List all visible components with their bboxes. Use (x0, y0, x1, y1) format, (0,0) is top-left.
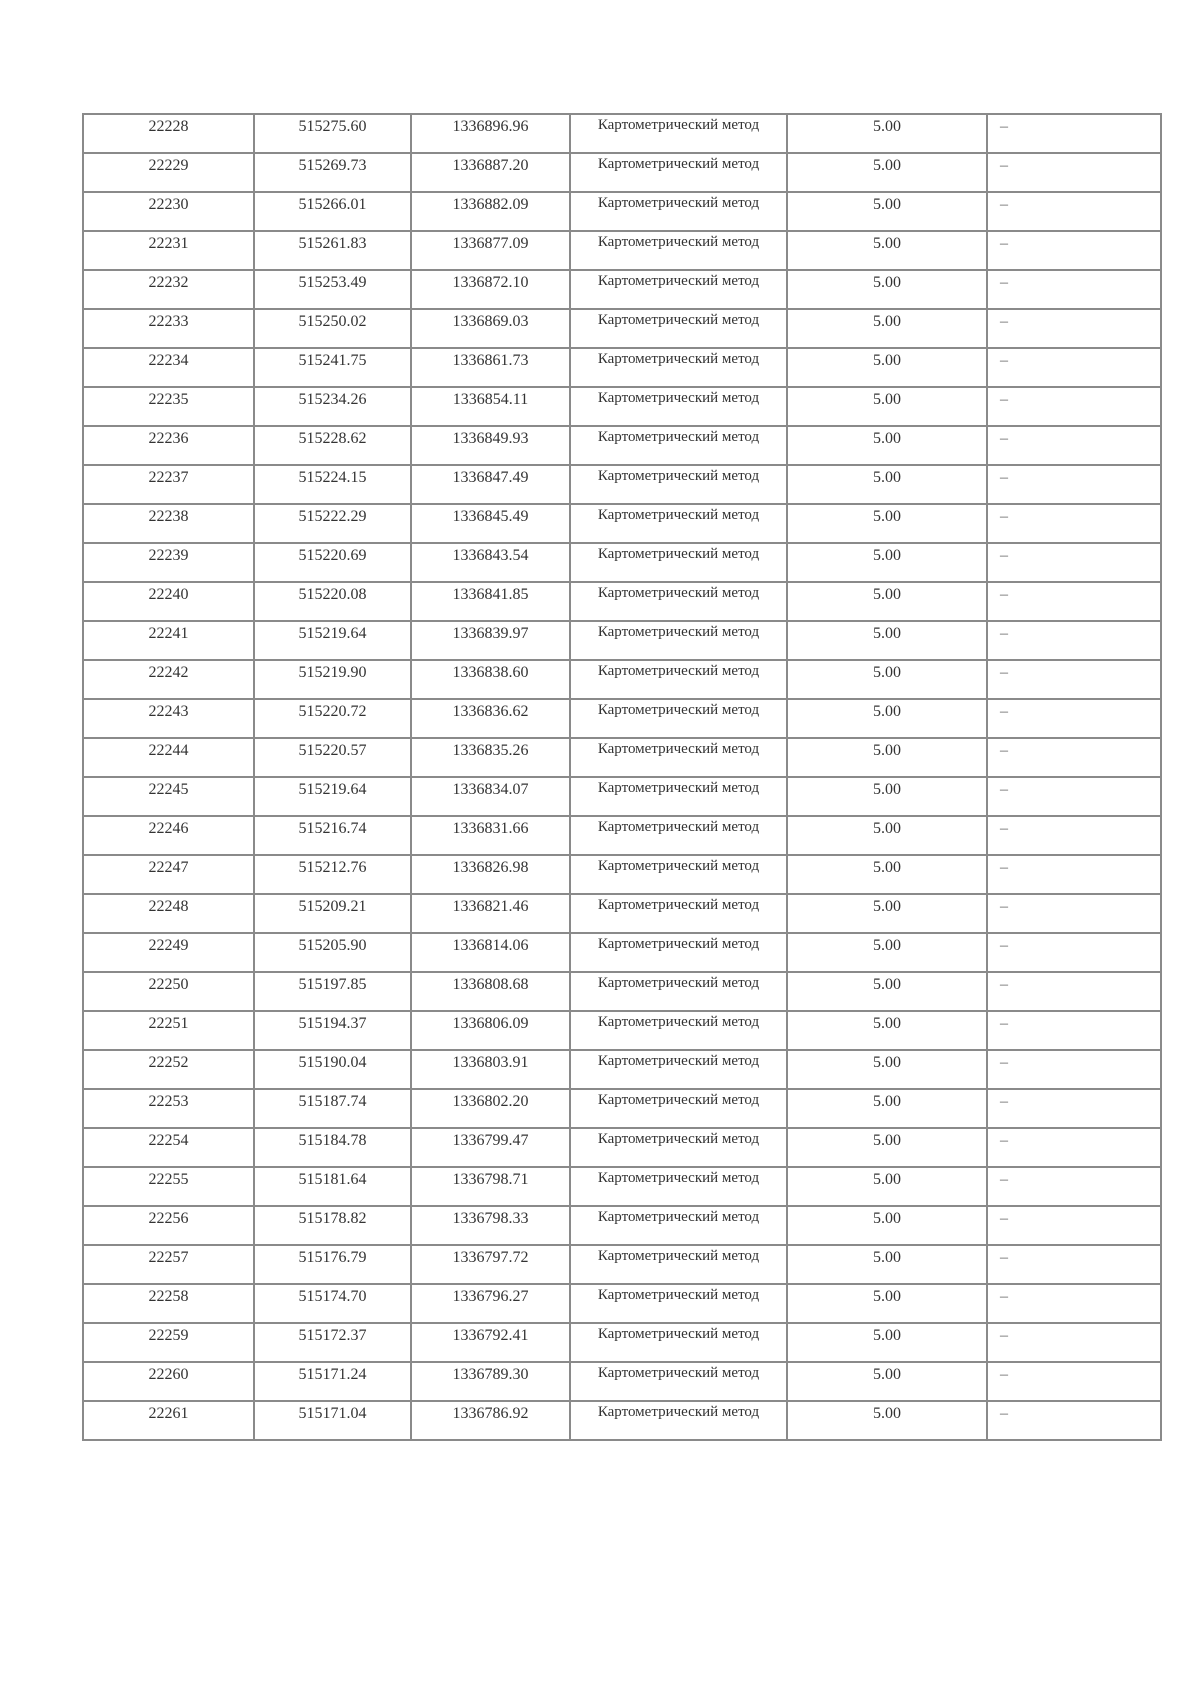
note-cell: – (987, 699, 1161, 738)
note-cell: – (987, 855, 1161, 894)
point-number-cell: 22249 (83, 933, 254, 972)
point-number-cell: 22229 (83, 153, 254, 192)
table-row (83, 1167, 1161, 1206)
note-cell: – (987, 1206, 1161, 1245)
table-row (83, 933, 1161, 972)
point-number-cell: 22234 (83, 348, 254, 387)
point-number-cell: 22245 (83, 777, 254, 816)
table-row (83, 738, 1161, 777)
method-cell: Картометрический метод (570, 1284, 787, 1323)
accuracy-cell: 5.00 (787, 1323, 987, 1362)
point-number-cell: 22260 (83, 1362, 254, 1401)
accuracy-cell: 5.00 (787, 582, 987, 621)
y-coordinate-cell: 1336877.09 (411, 231, 570, 270)
y-coordinate-cell: 1336896.96 (411, 114, 570, 153)
method-cell: Картометрический метод (570, 153, 787, 192)
x-coordinate-cell: 515234.26 (254, 387, 411, 426)
note-cell: – (987, 621, 1161, 660)
x-coordinate-cell: 515250.02 (254, 309, 411, 348)
accuracy-cell: 5.00 (787, 465, 987, 504)
method-cell: Картометрический метод (570, 114, 787, 153)
note-cell: – (987, 465, 1161, 504)
table-row (83, 1362, 1161, 1401)
point-number-cell: 22230 (83, 192, 254, 231)
point-number-cell: 22256 (83, 1206, 254, 1245)
y-coordinate-cell: 1336861.73 (411, 348, 570, 387)
y-coordinate-cell: 1336838.60 (411, 660, 570, 699)
y-coordinate-cell: 1336836.62 (411, 699, 570, 738)
y-coordinate-cell: 1336798.71 (411, 1167, 570, 1206)
note-cell: – (987, 309, 1161, 348)
accuracy-cell: 5.00 (787, 270, 987, 309)
table-row (83, 153, 1161, 192)
x-coordinate-cell: 515190.04 (254, 1050, 411, 1089)
method-cell: Картометрический метод (570, 738, 787, 777)
x-coordinate-cell: 515216.74 (254, 816, 411, 855)
note-cell: – (987, 933, 1161, 972)
point-number-cell: 22253 (83, 1089, 254, 1128)
point-number-cell: 22244 (83, 738, 254, 777)
y-coordinate-cell: 1336789.30 (411, 1362, 570, 1401)
note-cell: – (987, 1089, 1161, 1128)
table-row (83, 1050, 1161, 1089)
accuracy-cell: 5.00 (787, 894, 987, 933)
y-coordinate-cell: 1336882.09 (411, 192, 570, 231)
x-coordinate-cell: 515220.08 (254, 582, 411, 621)
x-coordinate-cell: 515266.01 (254, 192, 411, 231)
method-cell: Картометрический метод (570, 777, 787, 816)
point-number-cell: 22239 (83, 543, 254, 582)
note-cell: – (987, 192, 1161, 231)
table-row (83, 192, 1161, 231)
x-coordinate-cell: 515209.21 (254, 894, 411, 933)
accuracy-cell: 5.00 (787, 192, 987, 231)
table-row (83, 1089, 1161, 1128)
y-coordinate-cell: 1336796.27 (411, 1284, 570, 1323)
point-number-cell: 22232 (83, 270, 254, 309)
note-cell: – (987, 660, 1161, 699)
table-row (83, 465, 1161, 504)
table-row (83, 1128, 1161, 1167)
accuracy-cell: 5.00 (787, 1128, 987, 1167)
y-coordinate-cell: 1336835.26 (411, 738, 570, 777)
note-cell: – (987, 231, 1161, 270)
accuracy-cell: 5.00 (787, 114, 987, 153)
x-coordinate-cell: 515178.82 (254, 1206, 411, 1245)
point-number-cell: 22261 (83, 1401, 254, 1440)
table-row (83, 972, 1161, 1011)
point-number-cell: 22236 (83, 426, 254, 465)
y-coordinate-cell: 1336847.49 (411, 465, 570, 504)
x-coordinate-cell: 515176.79 (254, 1245, 411, 1284)
note-cell: – (987, 1401, 1161, 1440)
method-cell: Картометрический метод (570, 933, 787, 972)
x-coordinate-cell: 515194.37 (254, 1011, 411, 1050)
accuracy-cell: 5.00 (787, 816, 987, 855)
point-number-cell: 22257 (83, 1245, 254, 1284)
table-row (83, 699, 1161, 738)
y-coordinate-cell: 1336806.09 (411, 1011, 570, 1050)
method-cell: Картометрический метод (570, 894, 787, 933)
point-number-cell: 22250 (83, 972, 254, 1011)
table-row (83, 894, 1161, 933)
accuracy-cell: 5.00 (787, 933, 987, 972)
method-cell: Картометрический метод (570, 1011, 787, 1050)
x-coordinate-cell: 515224.15 (254, 465, 411, 504)
note-cell: – (987, 582, 1161, 621)
accuracy-cell: 5.00 (787, 1050, 987, 1089)
table-row (83, 114, 1161, 153)
point-number-cell: 22248 (83, 894, 254, 933)
point-number-cell: 22240 (83, 582, 254, 621)
point-number-cell: 22241 (83, 621, 254, 660)
y-coordinate-cell: 1336845.49 (411, 504, 570, 543)
x-coordinate-cell: 515220.72 (254, 699, 411, 738)
method-cell: Картометрический метод (570, 1128, 787, 1167)
method-cell: Картометрический метод (570, 1050, 787, 1089)
y-coordinate-cell: 1336814.06 (411, 933, 570, 972)
x-coordinate-cell: 515261.83 (254, 231, 411, 270)
x-coordinate-cell: 515220.69 (254, 543, 411, 582)
method-cell: Картометрический метод (570, 1362, 787, 1401)
accuracy-cell: 5.00 (787, 738, 987, 777)
method-cell: Картометрический метод (570, 855, 787, 894)
point-number-cell: 22246 (83, 816, 254, 855)
x-coordinate-cell: 515184.78 (254, 1128, 411, 1167)
x-coordinate-cell: 515275.60 (254, 114, 411, 153)
method-cell: Картометрический метод (570, 1089, 787, 1128)
x-coordinate-cell: 515197.85 (254, 972, 411, 1011)
method-cell: Картометрический метод (570, 1167, 787, 1206)
method-cell: Картометрический метод (570, 582, 787, 621)
method-cell: Картометрический метод (570, 1206, 787, 1245)
point-number-cell: 22237 (83, 465, 254, 504)
point-number-cell: 22228 (83, 114, 254, 153)
point-number-cell: 22255 (83, 1167, 254, 1206)
y-coordinate-cell: 1336808.68 (411, 972, 570, 1011)
accuracy-cell: 5.00 (787, 543, 987, 582)
x-coordinate-cell: 515269.73 (254, 153, 411, 192)
table-row (83, 309, 1161, 348)
y-coordinate-cell: 1336872.10 (411, 270, 570, 309)
accuracy-cell: 5.00 (787, 972, 987, 1011)
y-coordinate-cell: 1336792.41 (411, 1323, 570, 1362)
accuracy-cell: 5.00 (787, 699, 987, 738)
x-coordinate-cell: 515253.49 (254, 270, 411, 309)
accuracy-cell: 5.00 (787, 1362, 987, 1401)
y-coordinate-cell: 1336826.98 (411, 855, 570, 894)
point-number-cell: 22254 (83, 1128, 254, 1167)
table-row (83, 816, 1161, 855)
y-coordinate-cell: 1336869.03 (411, 309, 570, 348)
note-cell: – (987, 738, 1161, 777)
accuracy-cell: 5.00 (787, 621, 987, 660)
table-row (83, 582, 1161, 621)
x-coordinate-cell: 515219.90 (254, 660, 411, 699)
y-coordinate-cell: 1336887.20 (411, 153, 570, 192)
method-cell: Картометрический метод (570, 504, 787, 543)
accuracy-cell: 5.00 (787, 348, 987, 387)
accuracy-cell: 5.00 (787, 387, 987, 426)
note-cell: – (987, 894, 1161, 933)
y-coordinate-cell: 1336799.47 (411, 1128, 570, 1167)
x-coordinate-cell: 515222.29 (254, 504, 411, 543)
y-coordinate-cell: 1336834.07 (411, 777, 570, 816)
point-number-cell: 22251 (83, 1011, 254, 1050)
accuracy-cell: 5.00 (787, 855, 987, 894)
table-row (83, 777, 1161, 816)
method-cell: Картометрический метод (570, 1401, 787, 1440)
accuracy-cell: 5.00 (787, 309, 987, 348)
method-cell: Картометрический метод (570, 621, 787, 660)
x-coordinate-cell: 515171.24 (254, 1362, 411, 1401)
method-cell: Картометрический метод (570, 465, 787, 504)
point-number-cell: 22252 (83, 1050, 254, 1089)
table-row (83, 621, 1161, 660)
method-cell: Картометрический метод (570, 972, 787, 1011)
note-cell: – (987, 387, 1161, 426)
method-cell: Картометрический метод (570, 660, 787, 699)
table-row (83, 855, 1161, 894)
point-number-cell: 22247 (83, 855, 254, 894)
method-cell: Картометрический метод (570, 1323, 787, 1362)
method-cell: Картометрический метод (570, 543, 787, 582)
note-cell: – (987, 270, 1161, 309)
y-coordinate-cell: 1336802.20 (411, 1089, 570, 1128)
y-coordinate-cell: 1336843.54 (411, 543, 570, 582)
method-cell: Картометрический метод (570, 270, 787, 309)
method-cell: Картометрический метод (570, 192, 787, 231)
table-row (83, 1011, 1161, 1050)
point-number-cell: 22235 (83, 387, 254, 426)
note-cell: – (987, 114, 1161, 153)
note-cell: – (987, 1011, 1161, 1050)
note-cell: – (987, 1284, 1161, 1323)
coordinates-table (82, 113, 1162, 1441)
accuracy-cell: 5.00 (787, 153, 987, 192)
note-cell: – (987, 504, 1161, 543)
accuracy-cell: 5.00 (787, 426, 987, 465)
table-row (83, 543, 1161, 582)
accuracy-cell: 5.00 (787, 777, 987, 816)
note-cell: – (987, 543, 1161, 582)
coordinates-table-body (83, 114, 1161, 1440)
table-row (83, 1284, 1161, 1323)
note-cell: – (987, 1323, 1161, 1362)
note-cell: – (987, 1128, 1161, 1167)
note-cell: – (987, 426, 1161, 465)
table-row (83, 231, 1161, 270)
x-coordinate-cell: 515171.04 (254, 1401, 411, 1440)
y-coordinate-cell: 1336854.11 (411, 387, 570, 426)
x-coordinate-cell: 515219.64 (254, 777, 411, 816)
x-coordinate-cell: 515228.62 (254, 426, 411, 465)
point-number-cell: 22231 (83, 231, 254, 270)
table-row (83, 1245, 1161, 1284)
y-coordinate-cell: 1336821.46 (411, 894, 570, 933)
table-row (83, 1323, 1161, 1362)
accuracy-cell: 5.00 (787, 1245, 987, 1284)
note-cell: – (987, 1167, 1161, 1206)
method-cell: Картометрический метод (570, 387, 787, 426)
note-cell: – (987, 816, 1161, 855)
point-number-cell: 22238 (83, 504, 254, 543)
accuracy-cell: 5.00 (787, 1284, 987, 1323)
accuracy-cell: 5.00 (787, 231, 987, 270)
method-cell: Картометрический метод (570, 426, 787, 465)
table-row (83, 270, 1161, 309)
accuracy-cell: 5.00 (787, 1011, 987, 1050)
note-cell: – (987, 1050, 1161, 1089)
accuracy-cell: 5.00 (787, 504, 987, 543)
point-number-cell: 22242 (83, 660, 254, 699)
note-cell: – (987, 1245, 1161, 1284)
note-cell: – (987, 1362, 1161, 1401)
table-row (83, 504, 1161, 543)
x-coordinate-cell: 515172.37 (254, 1323, 411, 1362)
method-cell: Картометрический метод (570, 699, 787, 738)
x-coordinate-cell: 515205.90 (254, 933, 411, 972)
method-cell: Картометрический метод (570, 231, 787, 270)
accuracy-cell: 5.00 (787, 1089, 987, 1128)
table-row (83, 348, 1161, 387)
table-row (83, 660, 1161, 699)
x-coordinate-cell: 515187.74 (254, 1089, 411, 1128)
x-coordinate-cell: 515212.76 (254, 855, 411, 894)
y-coordinate-cell: 1336839.97 (411, 621, 570, 660)
accuracy-cell: 5.00 (787, 1401, 987, 1440)
table-row (83, 387, 1161, 426)
method-cell: Картометрический метод (570, 816, 787, 855)
x-coordinate-cell: 515220.57 (254, 738, 411, 777)
point-number-cell: 22233 (83, 309, 254, 348)
x-coordinate-cell: 515219.64 (254, 621, 411, 660)
x-coordinate-cell: 515174.70 (254, 1284, 411, 1323)
point-number-cell: 22243 (83, 699, 254, 738)
x-coordinate-cell: 515241.75 (254, 348, 411, 387)
y-coordinate-cell: 1336798.33 (411, 1206, 570, 1245)
method-cell: Картометрический метод (570, 309, 787, 348)
table-row (83, 426, 1161, 465)
accuracy-cell: 5.00 (787, 1206, 987, 1245)
accuracy-cell: 5.00 (787, 1167, 987, 1206)
note-cell: – (987, 348, 1161, 387)
y-coordinate-cell: 1336831.66 (411, 816, 570, 855)
note-cell: – (987, 777, 1161, 816)
note-cell: – (987, 153, 1161, 192)
y-coordinate-cell: 1336841.85 (411, 582, 570, 621)
y-coordinate-cell: 1336803.91 (411, 1050, 570, 1089)
table-row (83, 1401, 1161, 1440)
x-coordinate-cell: 515181.64 (254, 1167, 411, 1206)
accuracy-cell: 5.00 (787, 660, 987, 699)
method-cell: Картометрический метод (570, 1245, 787, 1284)
table-row (83, 1206, 1161, 1245)
y-coordinate-cell: 1336849.93 (411, 426, 570, 465)
y-coordinate-cell: 1336797.72 (411, 1245, 570, 1284)
y-coordinate-cell: 1336786.92 (411, 1401, 570, 1440)
point-number-cell: 22259 (83, 1323, 254, 1362)
note-cell: – (987, 972, 1161, 1011)
point-number-cell: 22258 (83, 1284, 254, 1323)
method-cell: Картометрический метод (570, 348, 787, 387)
